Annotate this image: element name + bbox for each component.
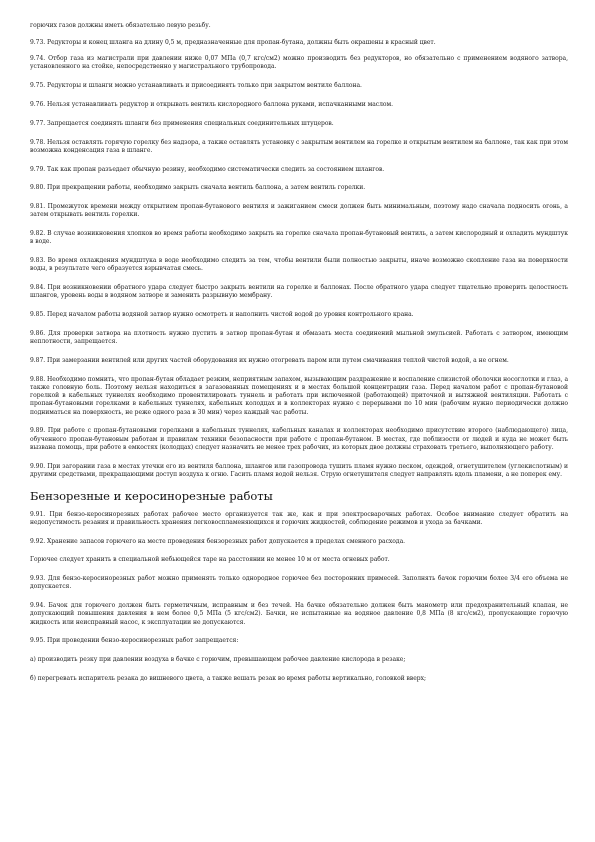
paragraph-9-76: 9.76. Нельзя устанавливать редуктор и открывать вентиль кислородного баллона руками, испачканными маслом.	[30, 100, 394, 108]
paragraph-9-89: 9.89. При работе с пропан-бутановыми горелками в кабельных туннелях, кабельных каналах и коллекторах необходимо присутствие второго (наблюдающего) лица, обученного пропан-бутановым работам и правилам техники безопасности при работе с пропан-бутаном. В местах, где поблизости от людей и куда не может быть вызвана помощь, при работе в емкостях (колодцах) следует назначить не менее трех рабочих, из которых двое должны страховать третьего, выполняющего работу.	[30, 427, 568, 451]
paragraph-storage: Горючее следует хранить в специальной небьющейся таре на расстоянии не менее 10 м от места огневых работ.	[30, 556, 390, 564]
paragraph-9-81: 9.81. Промежуток времени между открытием пропан-бутанового вентиля и зажиганием смеси должен быть минимальным, поэтому надо сначала подносить огонь, а затем открывать вентиль горелки.	[30, 203, 568, 219]
paragraph-9-79: 9.79. Так как пропан разъедает обычную резину, необходимо систематически следить за состоянием шлангов.	[30, 165, 385, 173]
paragraph-9-92: 9.92. Хранение запасов горючего на месте проведения бензорезных работ допускается в пределах сменного расхода.	[30, 537, 406, 545]
paragraph-9-74: 9.74. Отбор газа из магистрали при давлении ниже 0,07 МПа (0,7 кгс/см2) можно производить без редукторов, но обязательно с применением водяного затвора, установленного на стойке, непосредственно у магистрального трубопровода.	[30, 55, 568, 71]
paragraph: горючих газов должны иметь обязательно левую резьбу.	[30, 22, 211, 29]
section-heading: Бензорезные и керосинорезные работы	[30, 488, 273, 503]
paragraph-9-94: 9.94. Бачок для горючего должен быть герметичным, исправным и без течей. На бачке обязательно должен быть манометр или предохранительный клапан, не допускающий повышения давления в нем более 0,5 МПа (5 кгс/см2). Бачки, не испытанные на водяное давление 0,8 МПа (8 кгс/см2), пропускающие горючую жидкость или неисправный насос, к эксплуатации не допускаются.	[30, 602, 568, 626]
paragraph-9-77: 9.77. Запрещается соединять шланги без применения специальных соединительных штуцеров.	[30, 119, 334, 127]
paragraph-9-93: 9.93. Для бензо-керосинорезных работ можно применять только однородное горючее без посторонних примесей. Заполнять бачок горючим более 3/4 его объема не допускается.	[30, 575, 568, 591]
list-item-b: б) перегревать испаритель резака до вишневого цвета, а также вешать резак во время работы вертикально, головкой вверх;	[30, 674, 426, 682]
paragraph-9-87: 9.87. При замерзании вентилей или других частей оборудования их нужно отогревать паром или путем смачивания теплой чистой водой, а не огнем.	[30, 356, 509, 364]
paragraph-9-85: 9.85. Перед началом работы водяной затвор нужно осмотреть и наполнить чистой водой до уровня контрольного крана.	[30, 311, 414, 319]
paragraph-9-86: 9.86. Для проверки затвора на плотность нужно пустить в затвор пропан-бутан и обмазать места соединений мыльной эмульсией. Работать с затвором, имеющим неплотности, запрещается.	[30, 329, 568, 346]
document-page	[30, 22, 568, 694]
paragraph-9-90: 9.90. При загорании газа в местах утечки его из вентиля баллона, шлангов или газопровода тушить пламя нужно песком, одеждой, огнетушителем (углекислотным) и другими средствами, прекращающими доступ воздуха к огню. Гасить пламя водой нельзя. Струю огнетушителя следует направлять вдоль пламени, а не поперек ему.	[30, 462, 568, 478]
paragraph-9-91: 9.91. При бензо-керосинорезных работах рабочее место организуется так же, как и при электросварочных работах. Особое внимание следует обратить на недопустимость резания и правильность хранения легковоспламеняющихся и горючих жидкостей, соблюдение режимов и ухода за бачками.	[30, 510, 568, 526]
paragraph-9-88: 9.88. Необходимо помнить, что пропан-бутан обладает резким, неприятным запахом, вызывающим раздражение и воспаление слизистой оболочки носоглотки и глаз, а также головную боль. Поэтому нельзя находиться в загазованных помещениях и в местах большой концентрации газа. Перед началом работ с пропан-бутановой горелкой в кабельных туннелях необходимо провентилировать туннель и работать при включенной (работающей) приточной и вытяжной вентиляции. Работать с пропан-бутановыми горелками в кабельных туннелях, кабельных колодцах и в коллекторах нужно с перерывами по 10 мин (рабочим нужно периодически должно подниматься на поверхность, не реже одного раза в 30 мин) через каждый час работы.	[30, 375, 569, 416]
paragraph-9-78: 9.78. Нельзя оставлять горячую горелку без надзора, а также оставлять установку с закрытым вентилем на горелке и открытым вентилем на баллоне, так как при этом возможна конденсация газа в шланге.	[30, 138, 569, 154]
paragraph-9-82: 9.82. В случае возникновения хлопков во время работы необходимо закрыть на горелке сначала пропан-бутановый вентиль, а затем кислородный и охладить мундштук в воде.	[30, 230, 568, 246]
paragraph-9-95: 9.95. При проведении бензо-керосинорезных работ запрещается:	[30, 637, 239, 645]
paragraph-9-80: 9.80. При прекращении работы, необходимо закрыть сначала вентиль баллона, а затем вентиль горелки.	[30, 184, 366, 192]
list-item-a: а) производить резку при давлении воздуха в бачке с горючим, превышающем рабочее давление кислорода в резаке;	[30, 656, 406, 664]
paragraph-9-84: 9.84. При возникновении обратного удара следует быстро закрыть вентили на горелке и баллонах. После обратного удара следует тщательно проверить целостность шлангов, уровень воды в водяном затворе и заменить разрывную мембрану.	[30, 284, 568, 300]
paragraph-9-75: 9.75. Редукторы и шланги можно устанавливать и присоединять только при закрытом вентиле баллона.	[30, 82, 362, 90]
paragraph-9-73: 9.73. Редукторы и конец шланга на длину 0,5 м, предназначенные для пропан-бутана, должны быть окрашены в красный цвет.	[30, 38, 436, 46]
paragraph-9-83: 9.83. Во время охлаждения мундштука в воде необходимо следить за тем, чтобы вентили были полностью закрыты, иначе возможно скопление газа на поверхности воды, в результате чего образуется взрывчатая смесь.	[30, 257, 568, 273]
